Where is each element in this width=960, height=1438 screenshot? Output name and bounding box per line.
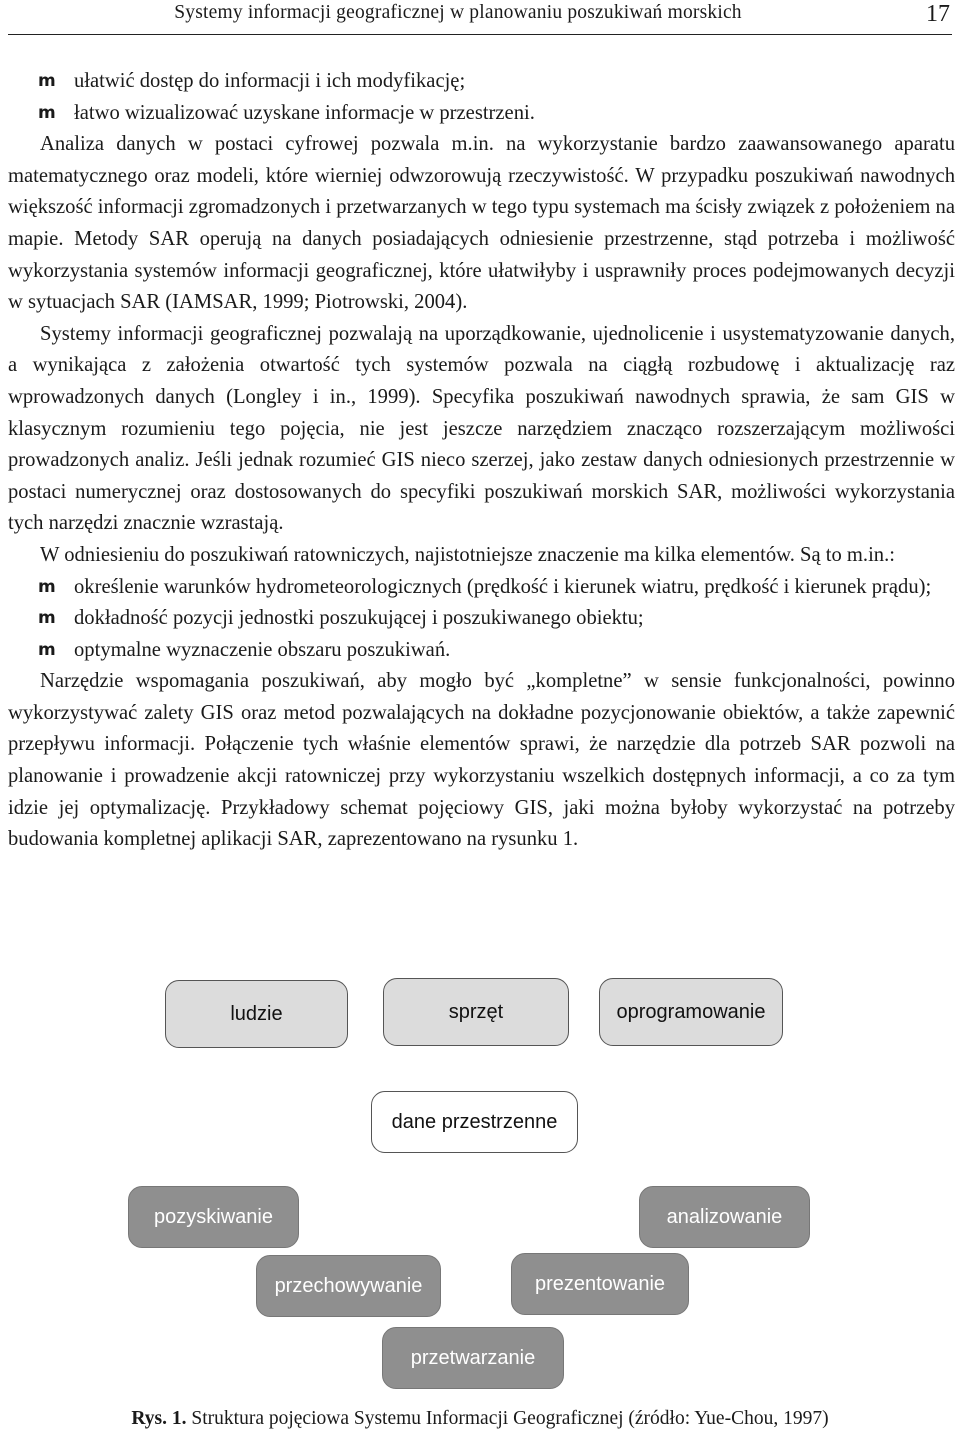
paragraph: Analiza danych w postaci cyfrowej pozwala m.in. na wykorzystanie bardzo zaawansowanego aparatu matematycznego oraz modeli, które wierniej odwzorowują rzeczywistość. W przypadku poszukiwań nawodnych większość informacji zgromadzonych i przetwarzanych w tego typu systemach ma ścisły związek z położeniem na mapie. Metody SAR operują na danych posiadających odniesienie przestrzenne, stąd potrzeba i możliwość wykorzystania systemów informacji geograficznej, które ułatwiłyby i usprawniły proces podejmowanych decyzji w sytuacjach SAR (IAMSAR, 1999; Piotrowski, 2004). [8,133,955,314]
diagram-box-pozyskiwanie: pozyskiwanie [128,1186,299,1248]
paragraph: W odniesieniu do poszukiwań ratowniczych, najistotniejsze znaczenie ma kilka elementów. Są to m.in.: [40,543,895,566]
running-header [8,0,952,35]
diagram-box-oprogramowanie: oprogramowanie [599,978,783,1046]
elements-bullet-list [8,572,955,667]
list-item: m łatwo wizualizować uzyskane informacje w przestrzeni. [8,98,955,130]
diagram-box-sprzet: sprzęt [383,978,569,1046]
bullet-icon: m [38,576,56,597]
list-item: m optymalne wyznaczenie obszaru poszukiwań. [8,635,955,667]
bullet-icon: m [38,608,56,629]
diagram-box-dane-przestrzenne: dane przestrzenne [371,1091,578,1153]
bullet-icon: m [38,71,56,91]
diagram-box-ludzie: ludzie [165,980,348,1048]
bullet-icon: m [38,639,56,660]
list-item: m ułatwić dostęp do informacji i ich modyfikację; [8,66,955,98]
page-number: 17 [926,1,950,27]
caption-label: Rys. 1. [131,1408,187,1429]
paragraph: Systemy informacji geograficznej pozwalają na uporządkowanie, ujednolicenie i usystematyzowanie danych, a wynikająca z założenia otwartość tych systemów pozwala na ciągłą rozbudowę i aktualizację raz wprowadzonych danych (Longley i in., 1999). Specyfika poszukiwań nawodnych sprawia, że sam GIS w klasycznym rozumieniu tego pojęcia, nie jest jeszcze narzędziem znacząco rozszerzającym możliwości prowadzonych analiz. Jeśli jednak rozumieć GIS nieco szerzej, jako zestaw danych odniesionych przestrzennie w postaci numerycznej oraz dostosowanych do specyfiki poszukiwań morskich SAR, możliwości wykorzystania tych narzędzi znacznie wzrastają. [8,322,955,535]
gis-concept-diagram [0,972,960,1392]
top-bullet-list [8,66,955,129]
header-title: Systemy informacji geograficznej w planowaniu poszukiwań morskich [174,2,742,23]
diagram-box-przechowywanie: przechowywanie [256,1255,441,1317]
paragraph: Narzędzie wspomagania poszukiwań, aby mogło być „kompletne” w sensie funkcjonalności, powinno wykorzystywać zalety GIS oraz metod pozwalających na dokładne pozycjonowanie obiektów, a także zapewnić przepływu informacji. Połączenie tych właśnie elementów sprawi, że narzędzie dla potrzeb SAR pozwoli na planowanie i prowadzenie akcji ratowniczej przy wykorzystaniu wszelkich dostępnych informacji, a co za tym idzie jej optymalizację. Przykładowy schemat pojęciowy GIS, jaki można byłoby wykorzystać na potrzeby budowania kompletnej aplikacji SAR, zaprezentowano na rysunku 1. [8,670,955,851]
body-text [8,66,955,856]
list-item: m dokładność pozycji jednostki poszukującej i poszukiwanego obiektu; [8,603,955,635]
diagram-box-przetwarzanie: przetwarzanie [382,1327,564,1389]
figure-caption [0,1408,960,1430]
diagram-box-prezentowanie: prezentowanie [511,1253,689,1315]
caption-text: Struktura pojęciowa Systemu Informacji Geograficznej (źródło: Yue-Chou, 1997) [191,1408,829,1429]
list-item: m określenie warunków hydrometeorologicznych (prędkość i kierunek wiatru, prędkość i kierunek prądu); [8,572,955,604]
bullet-icon: m [38,102,56,123]
diagram-box-analizowanie: analizowanie [639,1186,810,1248]
